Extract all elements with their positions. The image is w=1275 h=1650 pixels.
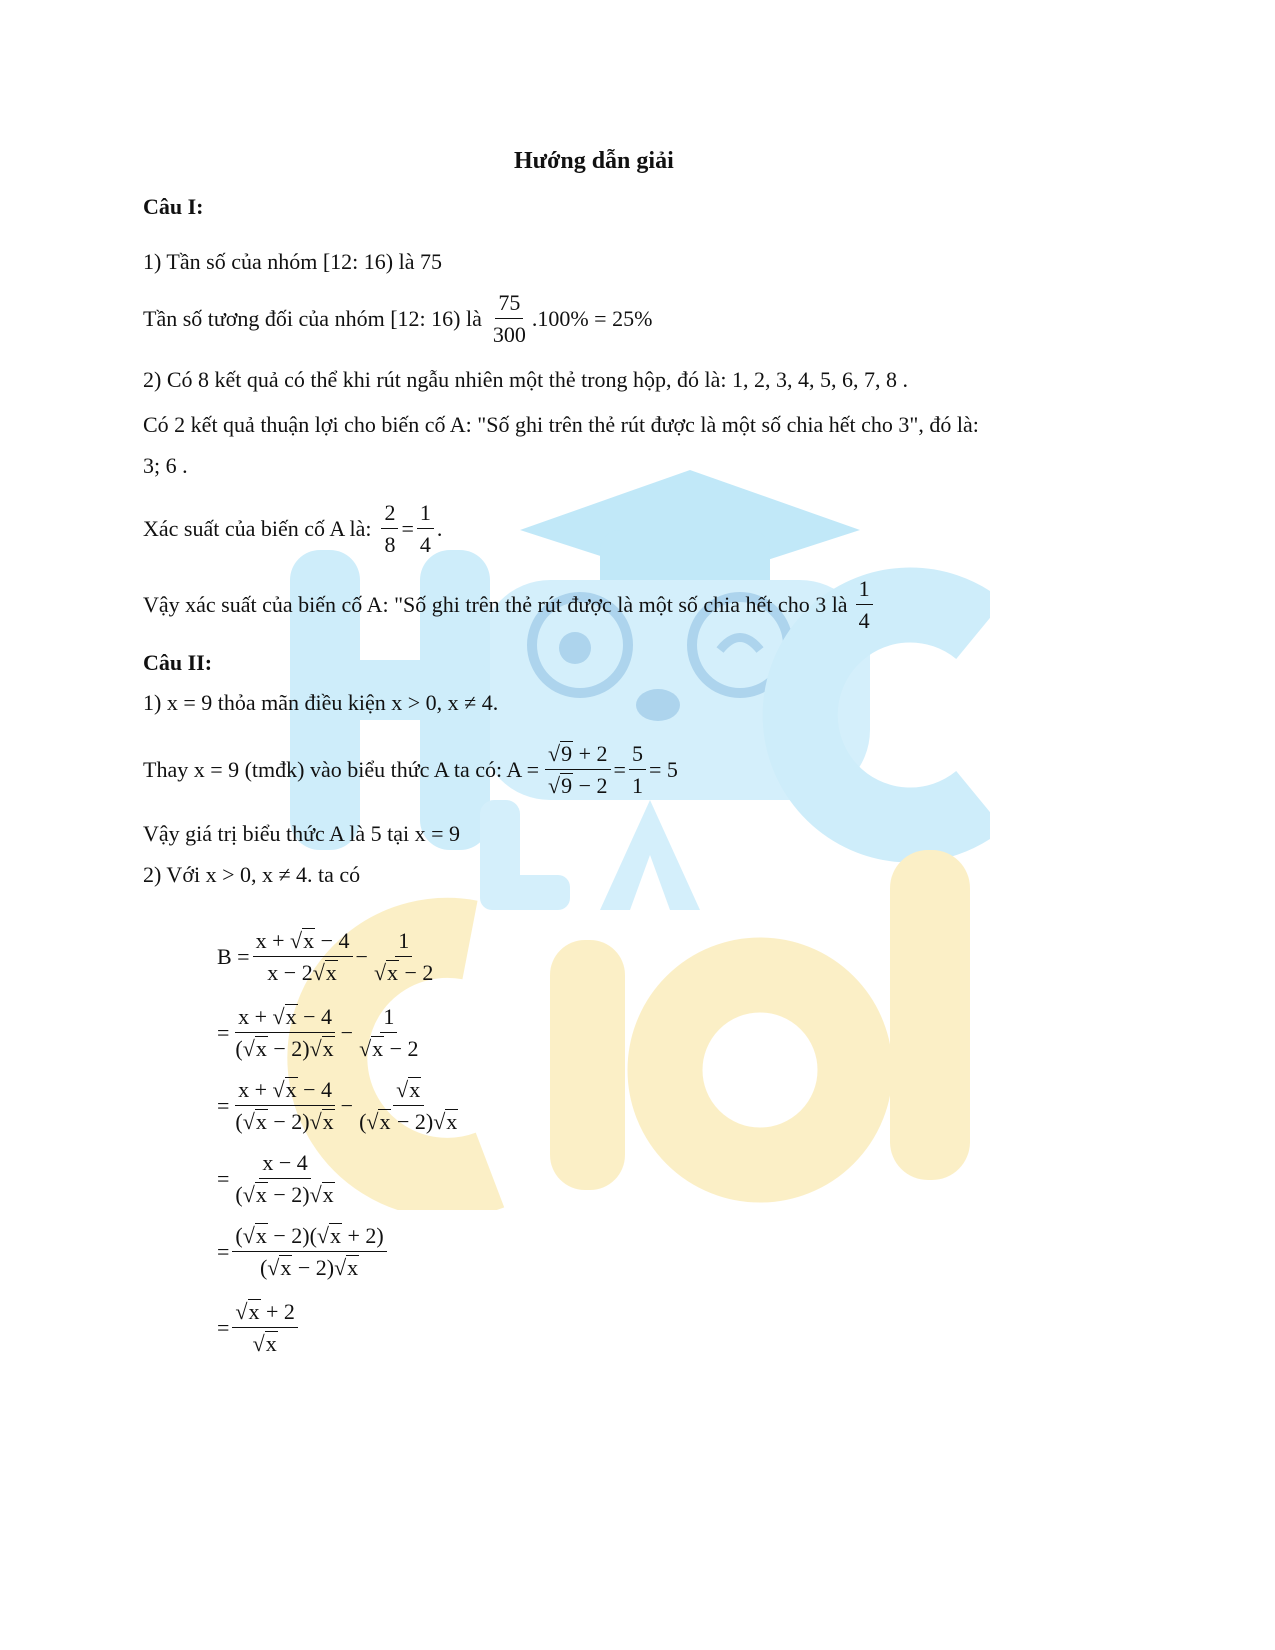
fraction-numerator: √x + 2 (232, 1299, 298, 1328)
fraction-1-4 (417, 500, 434, 558)
q2-line-3: Vậy giá trị biểu thức A là 5 tại x = 9 (143, 821, 460, 846)
fraction-numerator: √x (393, 1077, 424, 1106)
equals-sign: = (613, 756, 626, 782)
fraction-numerator: x + √x − 4 (235, 1077, 335, 1106)
q1-line-7 (143, 576, 876, 634)
derivation-step-5 (217, 1223, 390, 1281)
derivation-step-4 (217, 1150, 341, 1208)
equals-sign: = (217, 1165, 230, 1191)
fraction (232, 1223, 386, 1281)
q1-line-2-result: .100% = 25% (531, 305, 653, 331)
fraction-numerator: (√x − 2)(√x + 2) (232, 1223, 386, 1252)
derivation-step-2 (217, 1004, 425, 1062)
fraction-denominator: 8 (384, 532, 396, 558)
q1-line-1: 1) Tần số của nhóm [12: 16) là 75 (143, 249, 442, 274)
fraction-numerator: √9 + 2 (545, 741, 611, 770)
fraction-denominator: (√x − 2)√x (259, 1255, 359, 1281)
q2-line-1: 1) x = 9 thỏa mãn điều kiện x > 0, x ≠ 4. (143, 690, 499, 715)
fraction-denominator: (√x − 2)√x (235, 1182, 334, 1208)
q1-line-7-text: Vậy xác suất của biến cố A: "Số ghi trên thẻ rút được là một số chia hết cho 3 là (143, 591, 848, 617)
fraction (232, 1077, 337, 1135)
q1-line-3: 2) Có 8 kết quả có thể khi rút ngẫu nhiên một thẻ trong hộp, đó là: 1, 2, 3, 4, 5, 6, 7, 8 . (143, 367, 909, 392)
fraction-sqrt9-plus-2-over-sqrt9-minus-2 (545, 741, 611, 799)
q1-line-2-text: Tần số tương đối của nhóm [12: 16) là (143, 305, 482, 331)
fraction-denominator: 300 (492, 322, 526, 348)
period: . (436, 515, 443, 541)
fraction (232, 1150, 337, 1208)
fraction-2-8 (381, 500, 398, 558)
fraction (232, 1004, 337, 1062)
fraction-denominator: (√x − 2)√x (235, 1109, 334, 1135)
fraction-numerator: 1 (395, 928, 412, 957)
fraction-denominator: √9 − 2 (548, 773, 608, 799)
fraction (356, 1004, 422, 1062)
fraction-numerator: 75 (495, 290, 523, 319)
equals-sign: = (217, 1019, 230, 1045)
fraction-numerator: x − 4 (259, 1150, 310, 1179)
fraction-5-1 (629, 741, 646, 799)
fraction-denominator: x − 2√x (267, 960, 337, 986)
fraction (371, 928, 437, 986)
fraction (356, 1077, 461, 1135)
section-heading-cau-1: Câu I: (143, 194, 204, 219)
fraction-denominator: √x − 2 (373, 960, 434, 986)
watermark-letters-la (480, 800, 700, 910)
derivation-step-3 (217, 1077, 464, 1135)
minus-sign: − (340, 1092, 354, 1118)
fraction-denominator: (√x − 2)√x (359, 1109, 458, 1135)
fraction-denominator: 1 (631, 773, 643, 799)
fraction-75-300 (490, 290, 529, 348)
equals-sign: = (217, 1314, 230, 1340)
equals-sign: = (401, 515, 414, 541)
fraction-numerator: x + √x − 4 (235, 1004, 335, 1033)
fraction-numerator: 1 (380, 1004, 397, 1033)
fraction-numerator: 1 (856, 576, 873, 605)
equals-sign: = (217, 1238, 230, 1264)
fraction-numerator: 5 (629, 741, 646, 770)
minus-sign: − (340, 1019, 354, 1045)
fraction-denominator: (√x − 2)√x (235, 1036, 334, 1062)
equals-sign: = (217, 1092, 230, 1118)
q1-line-5: 3; 6 . (143, 453, 188, 478)
section-heading-cau-2: Câu II: (143, 650, 213, 675)
fraction (253, 928, 353, 986)
fraction (232, 1299, 298, 1357)
b-label: B = (217, 943, 250, 969)
fraction-numerator: 1 (417, 500, 434, 529)
q2-line-2-result: = 5 (648, 756, 678, 782)
derivation-step-6 (217, 1299, 301, 1357)
q1-line-2 (143, 290, 652, 348)
q2-line-2-text: Thay x = 9 (tmđk) vào biểu thức A ta có: A = (143, 756, 540, 782)
derivation-step-1 (217, 928, 439, 986)
fraction-1-4-conclusion (856, 576, 873, 634)
fraction-denominator: √x (252, 1331, 277, 1357)
fraction-denominator: 4 (858, 608, 870, 634)
q1-line-4: Có 2 kết quả thuận lợi cho biến cố A: "Số ghi trên thẻ rút được là một số chia hết cho 3", đó là: (143, 412, 979, 437)
q1-line-6-text: Xác suất của biến cố A là: (143, 515, 372, 541)
fraction-numerator: x + √x − 4 (253, 928, 353, 957)
minus-sign: − (355, 943, 368, 969)
fraction-denominator: 4 (419, 532, 431, 558)
q2-line-2 (143, 741, 678, 799)
fraction-denominator: √x − 2 (359, 1036, 419, 1062)
page-title: Hướng dẫn giải (514, 148, 674, 174)
q1-line-6 (143, 500, 442, 558)
q2-line-4: 2) Với x > 0, x ≠ 4. ta có (143, 862, 361, 887)
fraction-numerator: 2 (381, 500, 398, 529)
